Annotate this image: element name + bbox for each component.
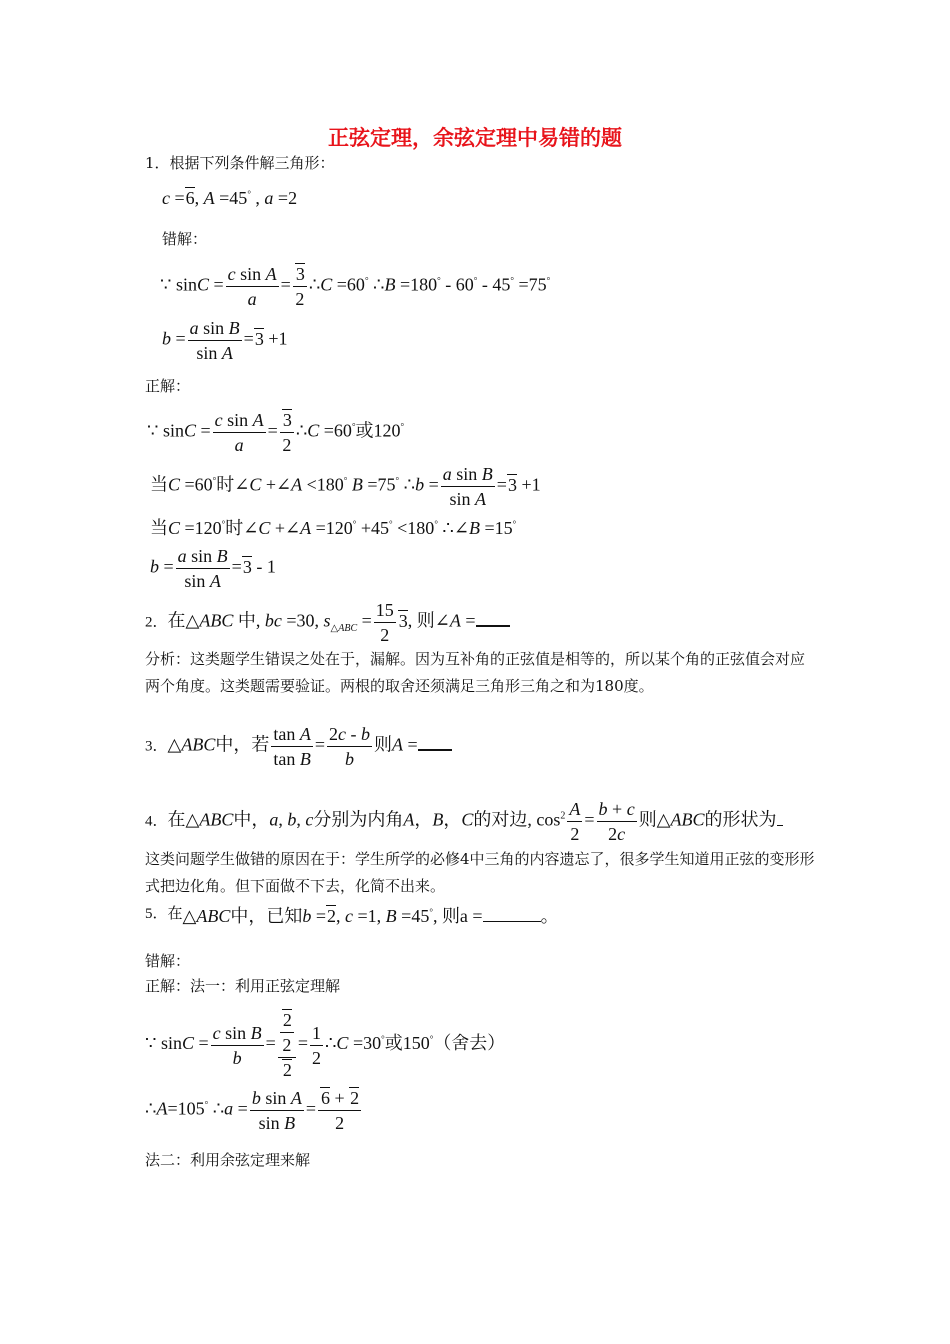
- q1-prompt: 根据下列条件解三角形：: [169, 154, 335, 172]
- q5-number: 5．在: [145, 906, 183, 922]
- q5-line: $^{5.在}$△ABC中，已知b =2, c =1, B =45°, 则a = 。: [145, 906, 559, 926]
- q2-number: 2．: [145, 614, 168, 631]
- q1-condition: c =6, A =45° , a =2: [162, 188, 298, 208]
- q5-wrong-label: 错解：: [145, 952, 191, 970]
- q4-number: 4．: [145, 813, 168, 830]
- q1-heading: [145, 152, 335, 173]
- q2-analysis: 分析：这类题学生错误之处在于，漏解。因为互补角的正弦值是相等的，所以某个角的正弦值会对应两个角度。这类题需要验证。两根的取舍还须满足三角形三角之和为180度。: [145, 650, 806, 695]
- q5-method2: 法二：利用余弦定理来解: [145, 1151, 311, 1169]
- q1-wrong-line1: ∵ sinC = $\frac{\text{c sin A}}{a}$ = $\frac{3}{2}$ ∴C =60° ∴B =180° - 60° - 45° =75°: [160, 264, 551, 309]
- q1-right-line4: b = $\frac{\text{a sin B}}{\text{sin A}}$ =3 - 1: [150, 546, 276, 591]
- q1-wrong-line2: b = $\frac{\text{a sin B}}{\text{sin A}}$ =3 +1: [162, 318, 288, 363]
- q1-right-line2: 当C =60°时∠C +∠A <180° B =75° ∴b = $\frac{\text{a sin B}}{\text{sin A}}$ =3 +1: [150, 464, 541, 509]
- q1-number: 1．: [145, 154, 170, 172]
- q3-line: 3．△ABC中，若 $\frac{\text{tan A}}{\text{tan B}}$ = $\frac{2c - b}{b}$ 则A =: [145, 722, 452, 771]
- q2-line: 2．在△ABC 中, bc =30, $s_{\triangle ABC}$ = $\frac{15}{2}$ 3, 则∠A =: [145, 598, 510, 647]
- q5-solution-line1: ∵ sinC = $\frac{\text{c sin B}}{b}$ = $\frac{\frac{2}{2}}{2}$ = $\frac{1}{2}$ ∴C =30°或150°（舍去）: [145, 1010, 506, 1080]
- q1-right-label: 正解：: [145, 377, 191, 395]
- q4-note: 这类问题学生做错的原因在于：学生所学的必修4中三角的内容遗忘了，很多学生知道用正弦的变形形式把边化角。但下面做不下去，化简不出来。: [145, 850, 815, 895]
- q1-right-line3: 当C =120°时∠C +∠A =120° +45° <180° ∴∠B =15°: [150, 518, 517, 538]
- q4-line: 4．在△ABC中，a, b, c分别为内角A，B，C的对边, $\cos^2$ $\frac{A}{2}$ = $\frac{b + c}{2c}$ 则△ABC的形状为: [145, 797, 783, 846]
- q3-number: 3．: [145, 738, 168, 755]
- q5-solution-line2: ∴A=105° ∴a = $\frac{\text{b sin A}}{\text{sin B}}$ = $\frac{6 + 2}{2}$: [145, 1088, 360, 1133]
- q5-right-label: 正解：法一：利用正弦定理解: [145, 977, 341, 995]
- q1-right-line1: ∵ sinC = $\frac{\text{c sin A}}{a}$ = $\frac{3}{2}$ ∴C =60°或120°: [147, 410, 405, 455]
- page-title: 正弦定理，余弦定理中易错的题: [328, 126, 622, 150]
- q1-wrong-label: 错解：: [162, 230, 208, 248]
